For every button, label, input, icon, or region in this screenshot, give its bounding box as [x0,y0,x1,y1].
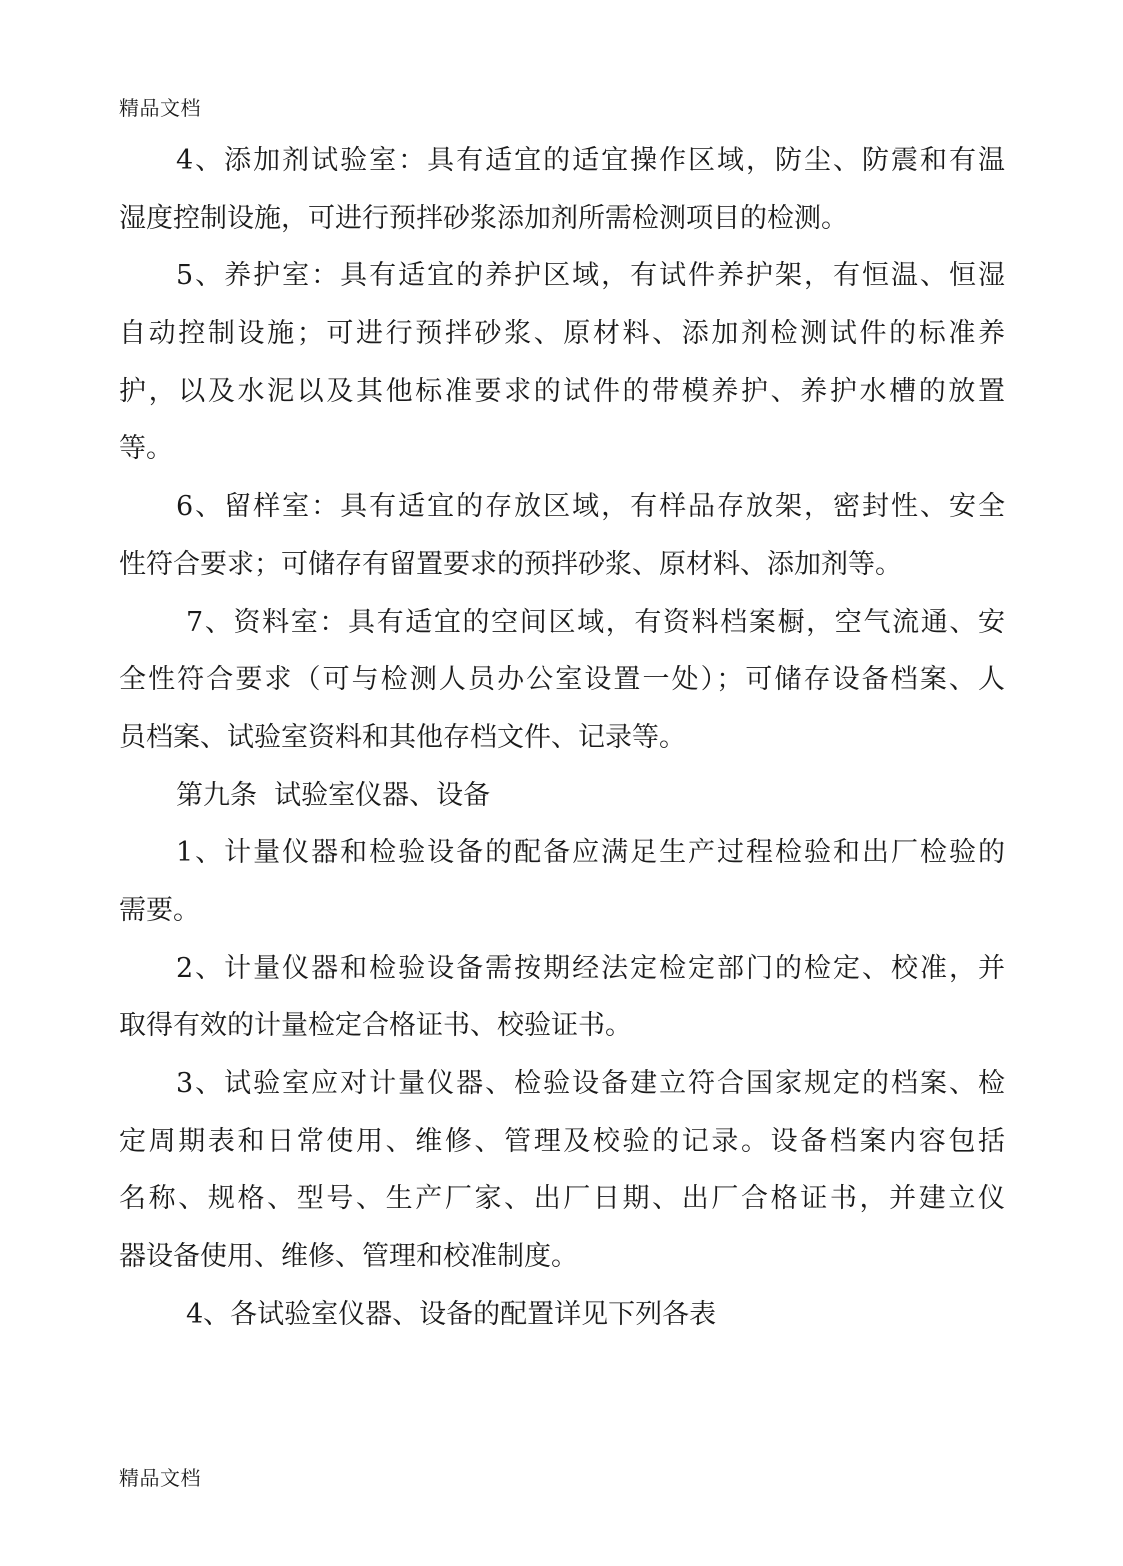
paragraph-item-1 [119,824,1005,939]
paragraph-sample-room [119,478,1005,593]
text-line: 护，以及水泥以及其他标准要求的试件的带模养护、养护水槽的放置 [119,375,1005,407]
article-heading [119,767,1005,825]
page-header: 精品文档 [119,96,201,120]
text-line: 全性符合要求（可与检测人员办公室设置一处）；可储存设备档案、人 [119,664,1005,696]
text-line: 器设备使用、维修、管理和校准制度。 [119,1241,578,1273]
text-line: 名称、规格、型号、生产厂家、出厂日期、出厂合格证书，并建立仪 [119,1183,1005,1215]
paragraph-item-3 [119,1055,1005,1286]
text-line: 自动控制设施；可进行预拌砂浆、原材料、添加剂检测试件的标准养 [119,318,1005,350]
text-line: 4、添加剂试验室：具有适宜的适宜操作区域，防尘、防震和有温 [176,145,1005,176]
document-body [119,132,1005,1343]
page-footer: 精品文档 [119,1466,201,1490]
paragraph-item-2 [119,940,1005,1055]
text-line: 第九条 试验室仪器、设备 [176,779,491,811]
paragraph-curing-room [119,247,1005,478]
text-line: 取得有效的计量检定合格证书、校验证书。 [119,1010,632,1042]
text-line: 1、计量仪器和检验设备的配备应满足生产过程检验和出厂检验的 [176,837,1005,869]
text-line: 4、各试验室仪器、设备的配置详见下列各表 [186,1298,717,1330]
text-line: 等。 [119,433,173,465]
text-line: 性符合要求；可储存有留置要求的预拌砂浆、原材料、添加剂等。 [119,548,902,580]
paragraph-records-room [119,594,1005,767]
text-line: 湿度控制设施，可进行预拌砂浆添加剂所需检测项目的检测。 [119,202,848,234]
text-line: 7、资料室：具有适宜的空间区域，有资料档案橱，空气流通、安 [186,606,1005,638]
text-line: 定周期表和日常使用、维修、管理及校验的记录。设备档案内容包括 [119,1125,1005,1157]
paragraph-additive-lab [119,132,1005,247]
text-line: 需要。 [119,894,200,926]
paragraph-item-4 [119,1286,1005,1344]
text-line: 5、养护室：具有适宜的养护区域，有试件养护架，有恒温、恒湿 [176,260,1005,292]
text-line: 6、留样室：具有适宜的存放区域，有样品存放架，密封性、安全 [176,491,1005,523]
text-line: 3、试验室应对计量仪器、检验设备建立符合国家规定的档案、检 [176,1068,1005,1099]
text-line: 2、计量仪器和检验设备需按期经法定检定部门的检定、校准，并 [176,952,1005,984]
text-line: 员档案、试验室资料和其他存档文件、记录等。 [119,721,686,753]
